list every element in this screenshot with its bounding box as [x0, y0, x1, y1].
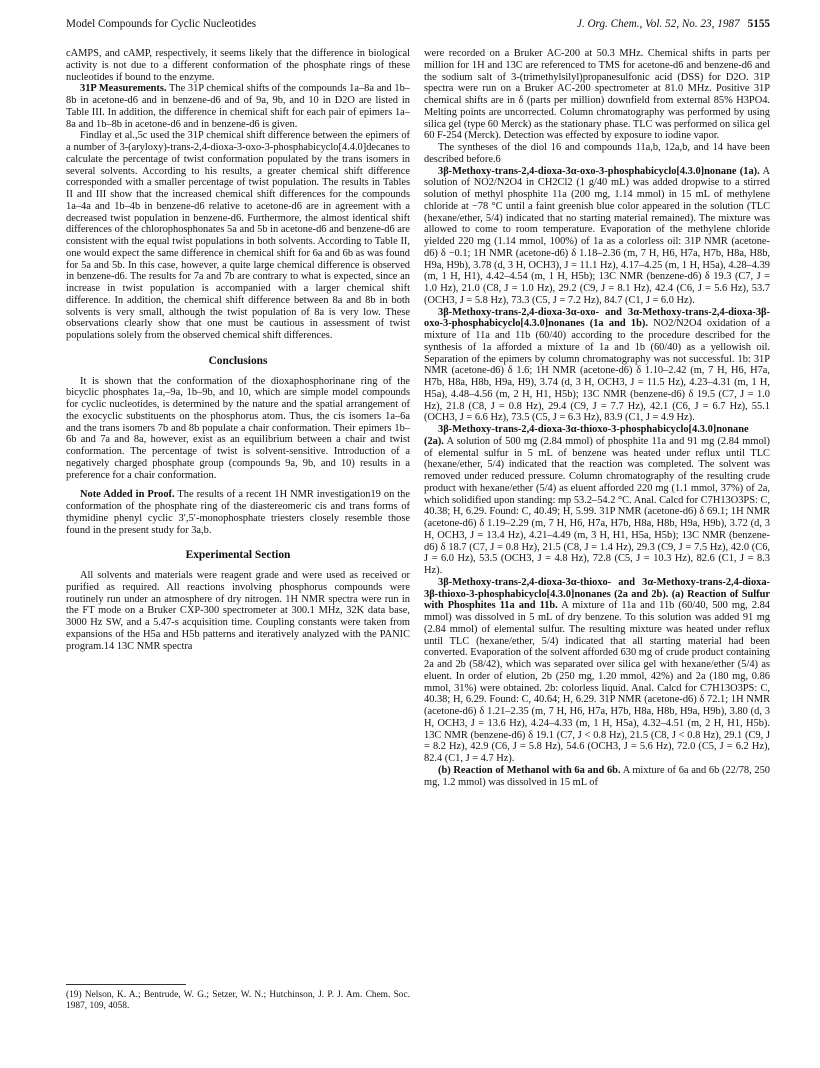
- methanol-reaction-text: A mixture of 6a and 6b (22/78, 250 mg, 1.2 mmol) was dissolved in 15 mL of: [424, 764, 770, 788]
- page-number: 5155: [747, 18, 770, 30]
- compound-1a-text: A solution of NO2/N2O4 in CH2Cl2 (1 g/40 mL) was added dropwise to a stirred solution of methyl phosphite 11a (200 mg, 1.14 mmol) in 15 mL of methylene chloride at −78 °C until a faint greenish blue color appeared in the solution (TLC (hexane/ether, 5/4) indicated that no starting material remained). The mixture was allowed to come to room temperature. Evaporation of the methylene chloride yielded 220 mg (1.14 mmol, 100%) of 1a as a colorless oil: 31P NMR (acetone-d6) δ −0.1; 1H NMR (acetone-d6) δ 1.18–2.36 (m, 7 H, H6, H7a, H7b, H8a, H8b, H9a, H9b), 3.78 (d, 3 H, OCH3), J = 11.1 Hz), 4.17–4.25 (m, 1 H, H5a), 4.28–4.39 (m, 1 H, H1), 4.42–4.54 (m, 1 H, H5b); 13C NMR (benzene-d6) δ 19.3 (C7, J = 1.0 Hz), 21.0 (C8, J = 1.0 Hz), 29.2 (C9, J = 8.1 Hz), 42.4 (C6, J = 5.6 Hz), 53.7 (OCH3, J = 5.8 Hz), 73.3 (C5, J = 7.2 Hz), 84.7 (C1, J = 6.0 Hz).: [424, 165, 771, 306]
- left-column: [66, 48, 410, 652]
- compound-1a-paragraph: [424, 166, 770, 307]
- compound-2ab-text: A mixture of 11a and 11b (60/40, 500 mg, 2.84 mmol) was dissolved in 5 mL of dry benzene. To this solution was added 91 mg (2.84 mmol) of elemental sulfur. The resulting mixture was heated under reflux until TLC (hexane/ether, 5/4) indicated that all starting material had been converted. Evaporation of the solvent afforded 630 mg of crude product containing 2a and 2b (58/42), which was separated over silica gel with hexane/ether (5/4) as eluent. In order of elution, 2b (250 mg, 1.20 mmol, 42%) and 2a (180 mg, 0.86 mmol, 31%) were obtained. 2b: colorless liquid. Anal. Calcd for C7H13O3PS: C, 40.38; H, 6.29. Found: C, 40.64; H, 6.29. 31P NMR (acetone-d6) δ 72.1; 1H NMR (acetone-d6) δ 1.21–2.35 (m, 7 H, H6, H7a, H7b, H8a, H8b, H9a, H9b), 3.80 (d, 3 H, OCH3, J = 13.6 Hz), 4.24–4.33 (m, 1 H, H5a), 4.32–4.51 (m, 2 H, H1, H5b). 13C NMR (benzene-d6) δ 19.1 (C7, J < 0.8 Hz), 21.5 (C8, J < 0.8 Hz), 29.1 (C9, J = 8.2 Hz), 42.9 (C6, J = 5.8 Hz), 54.6 (OCH3, J = 5.6 Hz), 72.0 (C5, J = 6.2 Hz), 82.4 (C1, J = 4.7 Hz).: [424, 600, 770, 764]
- compound-1ab-paragraph: [424, 307, 770, 425]
- syntheses-paragraph: The syntheses of the diol 16 and compounds 11a,b, 12a,b, and 14 have been described before.6: [424, 142, 770, 165]
- methanol-reaction-heading: (b) Reaction of Methanol with 6a and 6b.: [438, 764, 621, 776]
- p31-measurements-heading: 31P Measurements.: [80, 83, 167, 95]
- note-in-proof-heading: Note Added in Proof.: [80, 489, 175, 501]
- methanol-reaction-paragraph: [424, 765, 770, 789]
- compound-1ab-text: NO2/N2O4 oxidation of a mixture of 11a and 11b (60/40) according to the procedure described for the synthesis of 1a afforded a mixture of 1a and 1b (60/40) as a yellowish oil. Separation of the epimers by column chromatography was not successful. 1b: 31P NMR (acetone-d6) δ 1.6; 1H NMR (acetone-d6) δ 1.10–2.42 (m, 7 H, H6, H7a, H7b, H8a, H8b, H9a, H9), 3.74 (d, 3 H, OCH3, J = 11.5 Hz), 4.23–4.31 (m, 1 H, H5a), 4.48–4.56 (m, 2 H, H1, H5b); 13C NMR (benzene-d6) δ 19.5 (C7, J = 1.0 Hz), 21.8 (C8, J = 0.8 Hz), 29.4 (C9, J = 7.7 Hz), 42.1 (C6, J = 6.7 Hz), 55.1 (OCH3, J = 6.6 Hz), 73.5 (C5, J = 6.3 Hz), 83.9 (C1, J = 4.9 Hz).: [424, 318, 770, 424]
- experimental-heading: Experimental Section: [185, 549, 291, 562]
- conclusions-paragraph: It is shown that the conformation of the dioxaphosphorinane ring of the bicyclic phosphates 1a,–9a, 1b–9b, and 10, which are simple model compounds for cyclic nucleotides, is determined by the nature and the spatial arrangement of the exocyclic substituents on the phosphorus atom. Thus, the cis isomers 1a–6a and the trans isomers 7b and 8b populate a chair conformation. Their epimers 1b–6b and 7a and 8a, however, exist as an equilibrium between a chair and twist conformation. The percentage of twist is solvent-sensitive. Introduction of a negatively charged phosphate group (compounds 9a, 9b, and 10) results in a preference for a chair conformation.: [66, 375, 410, 481]
- compound-2ab-paragraph: [424, 577, 770, 765]
- running-head: [66, 18, 770, 34]
- note-in-proof-text: The results of a recent 1H NMR investigation19 on the conformation of the phosphate ring of the diastereomeric cis and trans forms of thymidine phenyl cyclic 3′,5′-monophosphate triesters closely resemble those found in the present study for 3a,b.: [66, 489, 410, 536]
- experimental-paragraph: All solvents and materials were reagent grade and were used as received or purified as required. All reactions involving phosphorus compounds were routinely run under an atmosphere of dry nitrogen. 1H NMR spectra were run in the FT mode on a Bruker CXP-300 spectrometer at 300.1 MHz, 32K data base, 3000 Hz SW, and a 5.47-s acquisition time. Coupling constants were taken from expansions of the H5a and H5b patterns and iteratively analyzed with the PANIC program.14 13C NMR spectra: [66, 570, 410, 652]
- right-column: [424, 48, 770, 788]
- note-in-proof-paragraph: [66, 489, 410, 536]
- p31-measurements-paragraph: [66, 83, 410, 130]
- compound-1ab-heading: 3β-Methoxy-trans-2,4-dioxa-3α-oxo- and 3α-Methoxy-trans-2,4-dioxa-3β-oxo-3-phosphabicyclo[4.3.0]nonanes (1a and 1b).: [424, 306, 770, 330]
- compound-2a-heading: 3β-Methoxy-trans-2,4-dioxa-3α-thioxo-3-phosphabicyclo[4.3.0]nonane (2a).: [424, 424, 749, 447]
- instrument-paragraph: were recorded on a Bruker AC-200 at 50.3 MHz. Chemical shifts in parts per million for 1H and 13C are referenced to TMS for acetone-d6 and benzene-d6 and the sodium salt of 3-(trimethylsilyl)propanesulfonic acid (DSS) for D2O. 31P spectra were run on a Bruker AC-200 spectrometer at 81.0 MHz. Positive 31P chemical shifts are in δ (parts per million) downfield from external 85% H3PO4. Melting points are uncorrected. Column chromatography was performed by using silica gel (type 60 Merck) as the stationary phase. TLC was performed on silica gel 60 F-254 (Merck). Detection was effected by exposure to iodine vapor.: [424, 48, 770, 142]
- compound-2a-text: A solution of 500 mg (2.84 mmol) of phosphite 11a and 91 mg (2.84 mmol) of elemental sulfur in 5 mL of benzene was heated under reflux until TLC (hexane/ether, 5/4) indicated that the reaction was completed. The solvent was removed under reduced pressure. Column chromatography of the resulting crude product with hexane/ether (5/4) as eluent afforded 220 mg (1.1 mmol, 37%) of 2a, which solidified upon standing: mp 53.2–54.2 °C. Anal. Calcd for C7H13O3PS: C, 40.38; H, 6.29. Found: C, 40.49; H, 5.99. 31P NMR (acetone-d6) δ 69.1; 1H NMR (acetone-d6) δ 1.19–2.29 (m, 7 H, H6, H7a, H7b, H8a, H8b, H9a, H9b), 3.72 (d, 3 H, OCH3, J = 13.4 Hz), 4.21–4.49 (m, 3 H, H1, H5a, H5b); 13C NMR (benzene-d6) δ 18.7 (C7, J = 0.8 Hz), 21.5 (C8, J = 1.4 Hz), 29.3 (C9, J = 7.5 Hz), 42.0 (C6, J = 6.0 Hz), 53.5 (OCH3, J = 4.8 Hz), 72.8 (C5, J = 10.3 Hz), 82.6 (C1, J = 8.3 Hz).: [424, 435, 770, 576]
- p31-measurements-text: The 31P chemical shifts of the compounds 1a–8a and 1b–8b in acetone-d6 and in benzene-d6 and of 9a, 9b, and 10 in D2O are listed in Table III. In addition, the difference in chemical shift for each pair of epimers 1a–8a and 1b–8b in acetone-d6 and in benzene-d6 is given.: [66, 83, 410, 130]
- footnote-divider: [66, 984, 186, 985]
- compound-2ab-heading: 3β-Methoxy-trans-2,4-dioxa-3α-thioxo- and 3α-Methoxy-trans-2,4-dioxa-3β-thioxo-3-phosphabicyclo[4.3.0]nonanes (2a and 2b). (a) Reaction of Sulfur with Phosphites 11a and 11b.: [424, 576, 770, 612]
- intro-paragraph: cAMPS, and cAMP, respectively, it seems likely that the difference in biological activity is not due to a different conformation of the phosphate rings of these nucleotides if bound to the enzyme.: [66, 48, 410, 83]
- footnote-19: (19) Nelson, K. A.; Bentrude, W. G.; Setzer, W. N.; Hutchinson, J. P. J. Am. Chem. Soc. 1987, 109, 4058.: [66, 990, 410, 1011]
- conclusions-heading: Conclusions: [208, 354, 268, 367]
- journal-citation: J. Org. Chem., Vol. 52, No. 23, 1987: [576, 18, 740, 30]
- running-head-citation: [577, 18, 770, 30]
- findlay-paragraph: Findlay et al.,5c used the 31P chemical shift difference between the epimers of a number of 3-(aryloxy)-trans-2,4-dioxa-3-oxo-3-phosphabicyclo[4.4.0]decanes to calculate the percentage of twist conformation populated by the trans isomers in several solvents. According to his results, a greater chemical shift difference corresponded with a smaller percentage of twist population. The results in Tables II and III show that the increased chemical shift differences for the compounds 1a–4a and 1b–4b in benzene-d6 relative to acetone-d6 are in agreement with a decreased twist population in benzene-d6. Furthermore, the almost identical shift differences of the chlorophosphonates 5a and 5b in acetone-d6 and benzene-d6 are consistent with the equal twist populations in both solvents. According to Table II, one would expect the same difference in chemical shift for 6a and 6b as was found for 5a and 5b. In this case, however, a quite large chemical difference is observed in benzene-d6. The results for 7a and 7b are contrary to what is expected, since an increase in twist population is accompanied with a larger chemical shift difference. In addition, the chemical shift difference between 8a and 8b in both solvents is very small, although the twist population of 8a is very low. These observations clearly show that one must be cautious in assessment of twist populations solely from the observed chemical shift differences.: [66, 130, 410, 341]
- compound-1a-heading: 3β-Methoxy-trans-2,4-dioxa-3α-oxo-3-phosphabicyclo[4.3.0]nonane (1a).: [438, 165, 760, 177]
- compound-2a-paragraph: [424, 424, 770, 577]
- running-head-title: Model Compounds for Cyclic Nucleotides: [66, 18, 257, 30]
